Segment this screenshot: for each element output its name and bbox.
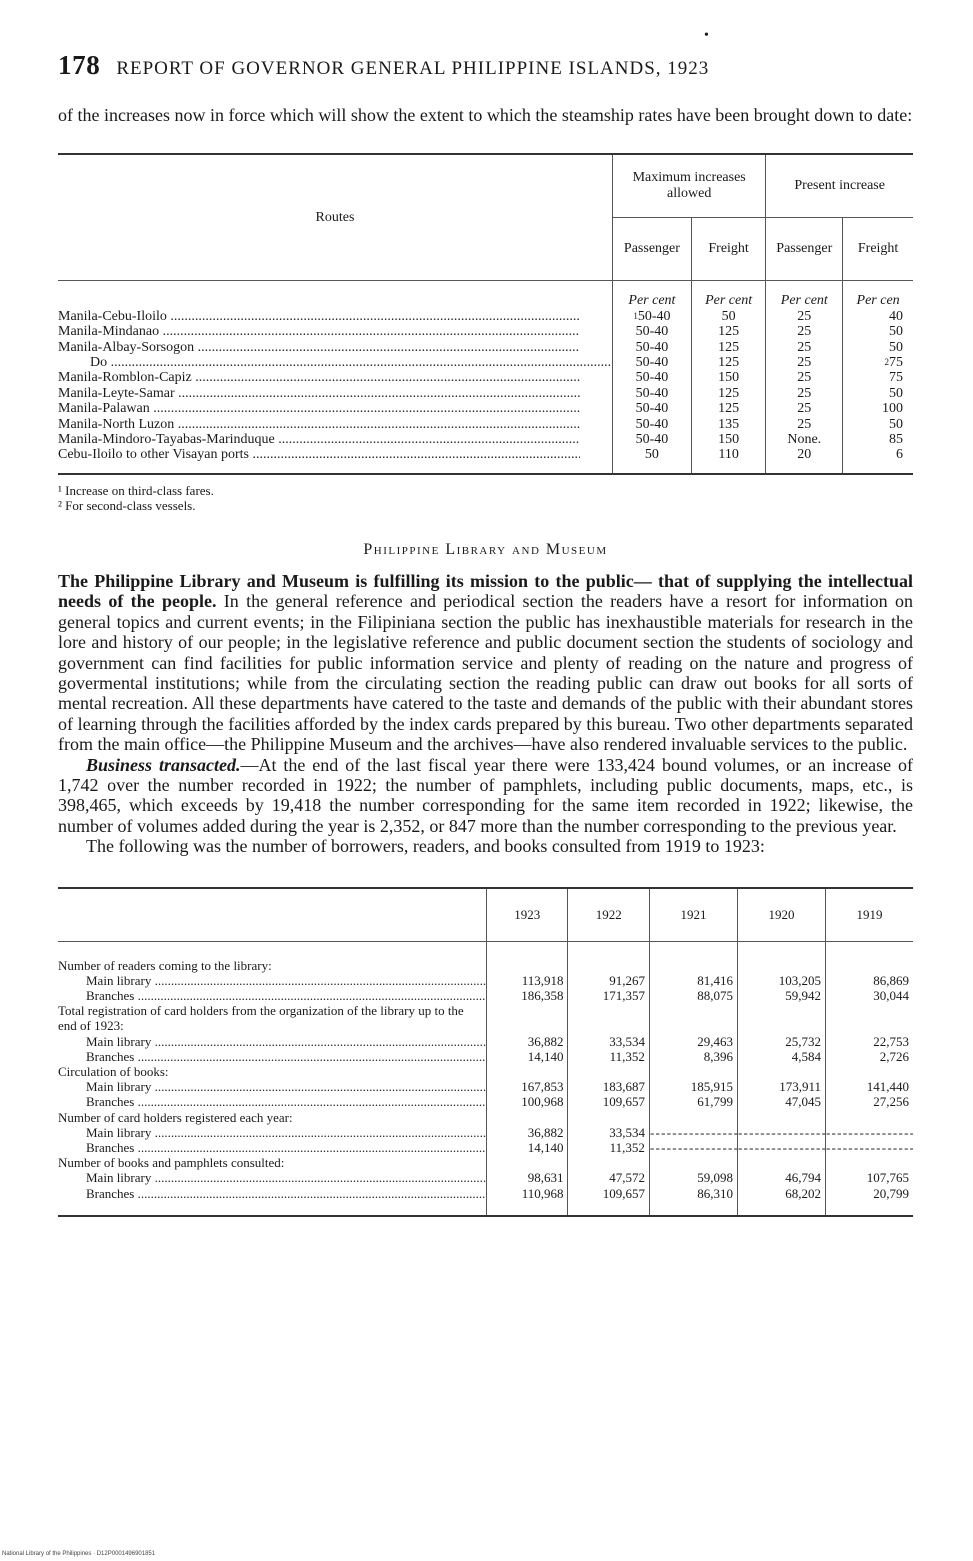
row-label: Main library ..... (58, 1125, 486, 1140)
speck: • (704, 28, 709, 43)
year-header: 1921 (649, 888, 737, 942)
max-freight: 125 (691, 340, 766, 355)
empty-cell (825, 1140, 913, 1155)
route-name: Manila-Mindoro-Tayabas-Marinduque ..... (58, 432, 580, 447)
present-freight: 75 (843, 370, 913, 385)
max-freight: 150 (691, 370, 766, 385)
value-cell: 14,140 (487, 1049, 568, 1064)
footnote-2: ² For second-class vessels. (58, 497, 196, 513)
present-passenger: 25 (766, 401, 843, 416)
present-freight: 50 (843, 340, 913, 355)
borrowers-paragraph: The following was the number of borrowers, readers, and books consulted from 1919 to 1923: (86, 836, 765, 857)
value-cell: 36,882 (487, 1034, 568, 1049)
value-cell: 100,968 (487, 1094, 568, 1109)
present-freight: 40 (843, 309, 913, 324)
group-row (58, 1003, 913, 1033)
value-cell: 30,044 (825, 988, 913, 1003)
present-freight: $^2$75 (843, 355, 913, 370)
present-passenger: 25 (766, 417, 843, 432)
row-label: Branches ..... (58, 1186, 486, 1201)
value-cell: 11,352 (568, 1140, 649, 1155)
max-passenger-header: Passenger (613, 218, 692, 281)
route-name: Manila-Leyte-Samar ..... (58, 386, 580, 401)
rate-row (58, 355, 913, 370)
max-freight: 125 (691, 386, 766, 401)
max-passenger: 50 (613, 447, 692, 473)
value-cell: 88,075 (649, 988, 737, 1003)
group-label: Number of readers coming to the library: (58, 957, 272, 973)
value-cell: 167,853 (487, 1079, 568, 1094)
group-label: Number of card holders registered each year: (58, 1109, 293, 1125)
value-cell: 109,657 (568, 1186, 649, 1216)
present-passenger-header: Passenger (766, 218, 843, 281)
value-cell: 141,440 (825, 1079, 913, 1094)
value-cell: 2,726 (825, 1049, 913, 1064)
present-passenger: 25 (766, 340, 843, 355)
table-row (58, 1125, 913, 1140)
value-cell: 22,753 (825, 1034, 913, 1049)
value-cell: 29,463 (649, 1034, 737, 1049)
value-cell: 113,918 (487, 973, 568, 988)
group-label: Number of books and pamphlets consulted: (58, 1155, 285, 1171)
max-freight: 110 (691, 447, 766, 473)
present-freight: 85 (843, 432, 913, 447)
value-cell: 91,267 (568, 973, 649, 988)
max-passenger: $^1$50-40 (613, 309, 692, 324)
max-passenger: 50-40 (613, 370, 692, 385)
running-title: REPORT OF GOVERNOR GENERAL PHILIPPINE ISLANDS, 1923 (116, 58, 710, 79)
route-name: Manila-Cebu-Iloilo ..... (58, 309, 580, 324)
group-row (58, 941, 913, 973)
page-header (58, 50, 913, 81)
year-header: 1922 (568, 888, 649, 942)
rate-row (58, 417, 913, 432)
value-cell: 186,358 (487, 988, 568, 1003)
value-cell: 86,310 (649, 1186, 737, 1216)
steamship-rates-table (58, 153, 913, 474)
library-statistics-table (58, 887, 913, 1217)
route-name: Manila-North Luzon ..... (58, 417, 580, 432)
row-label: Main library ..... (58, 1034, 486, 1049)
present-freight: 50 (843, 417, 913, 432)
value-cell: 36,882 (487, 1125, 568, 1140)
max-passenger: 50-40 (613, 432, 692, 447)
present-freight: 50 (843, 386, 913, 401)
value-cell: 46,794 (737, 1170, 825, 1185)
empty-cell (649, 1125, 737, 1140)
row-label: Main library ..... (58, 973, 486, 988)
value-cell: 61,799 (649, 1094, 737, 1109)
value-cell: 86,869 (825, 973, 913, 988)
value-cell: 14,140 (487, 1140, 568, 1155)
value-cell: 20,799 (825, 1186, 913, 1216)
present-freight-header: Freight (843, 218, 913, 281)
present-passenger: 25 (766, 309, 843, 324)
max-passenger: 50-40 (613, 355, 692, 370)
rate-row (58, 309, 913, 324)
table-row (58, 973, 913, 988)
table-row (58, 1186, 913, 1216)
max-increase-header: Maximum increases allowed (613, 154, 766, 218)
route-name: Manila-Albay-Sorsogon ..... (58, 340, 580, 355)
present-increase-header: Present increase (766, 154, 913, 218)
empty-cell (825, 1125, 913, 1140)
max-freight: 135 (691, 417, 766, 432)
value-cell: 59,942 (737, 988, 825, 1003)
route-name: Manila-Palawan ..... (58, 401, 580, 416)
max-passenger: 50-40 (613, 324, 692, 339)
table-row (58, 988, 913, 1003)
value-cell: 185,915 (649, 1079, 737, 1094)
value-cell: 27,256 (825, 1094, 913, 1109)
rate-row (58, 340, 913, 355)
present-passenger: 25 (766, 386, 843, 401)
rate-row (58, 401, 913, 416)
route-name: Manila-Romblon-Capiz ..... (58, 370, 580, 385)
present-freight: 50 (843, 324, 913, 339)
row-label: Branches ..... (58, 988, 486, 1003)
empty-cell (649, 1140, 737, 1155)
max-freight: 125 (691, 355, 766, 370)
row-label: Branches ..... (58, 1049, 486, 1064)
route-name: Do ..... (58, 355, 612, 370)
table-row (58, 1034, 913, 1049)
table-row (58, 1094, 913, 1109)
value-cell: 8,396 (649, 1049, 737, 1064)
max-passenger: 50-40 (613, 401, 692, 416)
value-cell: 47,045 (737, 1094, 825, 1109)
value-cell: 183,687 (568, 1079, 649, 1094)
value-cell: 103,205 (737, 973, 825, 988)
group-label: Total registration of card holders from the organization of the library up to the end of 1923: (58, 1003, 464, 1034)
empty-cell (737, 1125, 825, 1140)
present-passenger: None. (766, 432, 843, 447)
value-cell: 59,098 (649, 1170, 737, 1185)
max-passenger: 50-40 (613, 386, 692, 401)
year-header: 1920 (737, 888, 825, 942)
value-cell: 68,202 (737, 1186, 825, 1216)
rate-row (58, 447, 913, 473)
table-row (58, 1140, 913, 1155)
present-passenger: 25 (766, 370, 843, 385)
rate-row (58, 324, 913, 339)
business-paragraph: Business transacted.—At the end of the last fiscal year there were 133,424 bound volumes, or an increase of 1,742 over the number recorded in 1922; the number of pamphlets, including public documents, maps, etc., is 398,465, which exceeds by 19,418 the number corresponding for the same item recorded in 1922; likewise, the number of volumes added during the year is 2,352, or 847 more than the number corresponding to the previous year. (58, 754, 913, 836)
footnotes (58, 483, 913, 513)
value-cell: 25,732 (737, 1034, 825, 1049)
section-title: Philippine Library and Museum (363, 540, 608, 558)
max-freight: 150 (691, 432, 766, 447)
value-cell: 171,357 (568, 988, 649, 1003)
row-label: Main library ..... (58, 1079, 486, 1094)
footnote-1: ¹ Increase on third-class fares. (58, 482, 214, 498)
value-cell: 81,416 (649, 973, 737, 988)
table-row (58, 1049, 913, 1064)
max-passenger: 50-40 (613, 417, 692, 432)
max-freight-header: Freight (691, 218, 766, 281)
empty-cell (737, 1140, 825, 1155)
routes-header: Routes (58, 154, 613, 281)
rate-row (58, 370, 913, 385)
row-label: Main library ..... (58, 1170, 486, 1185)
table-row (58, 1170, 913, 1185)
value-cell: 173,911 (737, 1079, 825, 1094)
value-cell: 33,534 (568, 1034, 649, 1049)
library-paragraph: The Philippine Library and Museum is fulfilling its mission to the public— that of supplying the intellectual needs of the people. In the general reference and periodical section the readers have a resort for information on general topics and current events; in the Filipiniana section the public has inexhaustible materials for research in the lore and history of our people; in the legislative reference and public document section the students of sociology and government can find facilities for public information service and plenty of reading on the nature and progress of govermental institutions; while from the circulating section the reading public can draw out books for all sorts of mental recreation. All these departments have catered to the taste and demands of the public with their abundant stores of learning through the facilities afforded by the index cards prepared by this bureau. Two other departments separated from the main office—the Philippine Museum and the archives—have also rendered invaluable services to the public. (58, 570, 913, 755)
route-name: Cebu-Iloilo to other Visayan ports ..... (58, 447, 580, 462)
present-passenger: 25 (766, 324, 843, 339)
route-name: Manila-Mindanao ..... (58, 324, 580, 339)
row-label: Branches ..... (58, 1140, 486, 1155)
rate-row (58, 386, 913, 401)
document-page (58, 50, 913, 1217)
value-cell: 47,572 (568, 1170, 649, 1185)
present-freight: 6 (843, 447, 913, 473)
year-header: 1919 (825, 888, 913, 942)
value-cell: 107,765 (825, 1170, 913, 1185)
present-freight: 100 (843, 401, 913, 416)
value-cell: 33,534 (568, 1125, 649, 1140)
present-passenger: 25 (766, 355, 843, 370)
footer-credit: National Library of the Philippines · D12P0001496901851 (2, 1551, 156, 1557)
max-freight: 50 (691, 309, 766, 324)
group-row (58, 1155, 913, 1170)
value-cell: 11,352 (568, 1049, 649, 1064)
value-cell: 110,968 (487, 1186, 568, 1216)
intro-paragraph: of the increases now in force which will show the extent to which the steamship rates have been brought down to date: (58, 105, 913, 125)
max-freight: 125 (691, 324, 766, 339)
units-row: Per cent Per cent Per cent Per cen (58, 281, 913, 309)
rate-row (58, 432, 913, 447)
value-cell: 98,631 (487, 1170, 568, 1185)
max-passenger: 50-40 (613, 340, 692, 355)
group-row (58, 1110, 913, 1125)
page-number: 178 (58, 50, 101, 80)
max-freight: 125 (691, 401, 766, 416)
label-header (58, 888, 487, 942)
value-cell: 4,584 (737, 1049, 825, 1064)
table-row (58, 1079, 913, 1094)
row-label: Branches ..... (58, 1094, 486, 1109)
present-passenger: 20 (766, 447, 843, 473)
group-label: Circulation of books: (58, 1063, 169, 1079)
year-header: 1923 (487, 888, 568, 942)
group-row (58, 1064, 913, 1079)
value-cell: 109,657 (568, 1094, 649, 1109)
